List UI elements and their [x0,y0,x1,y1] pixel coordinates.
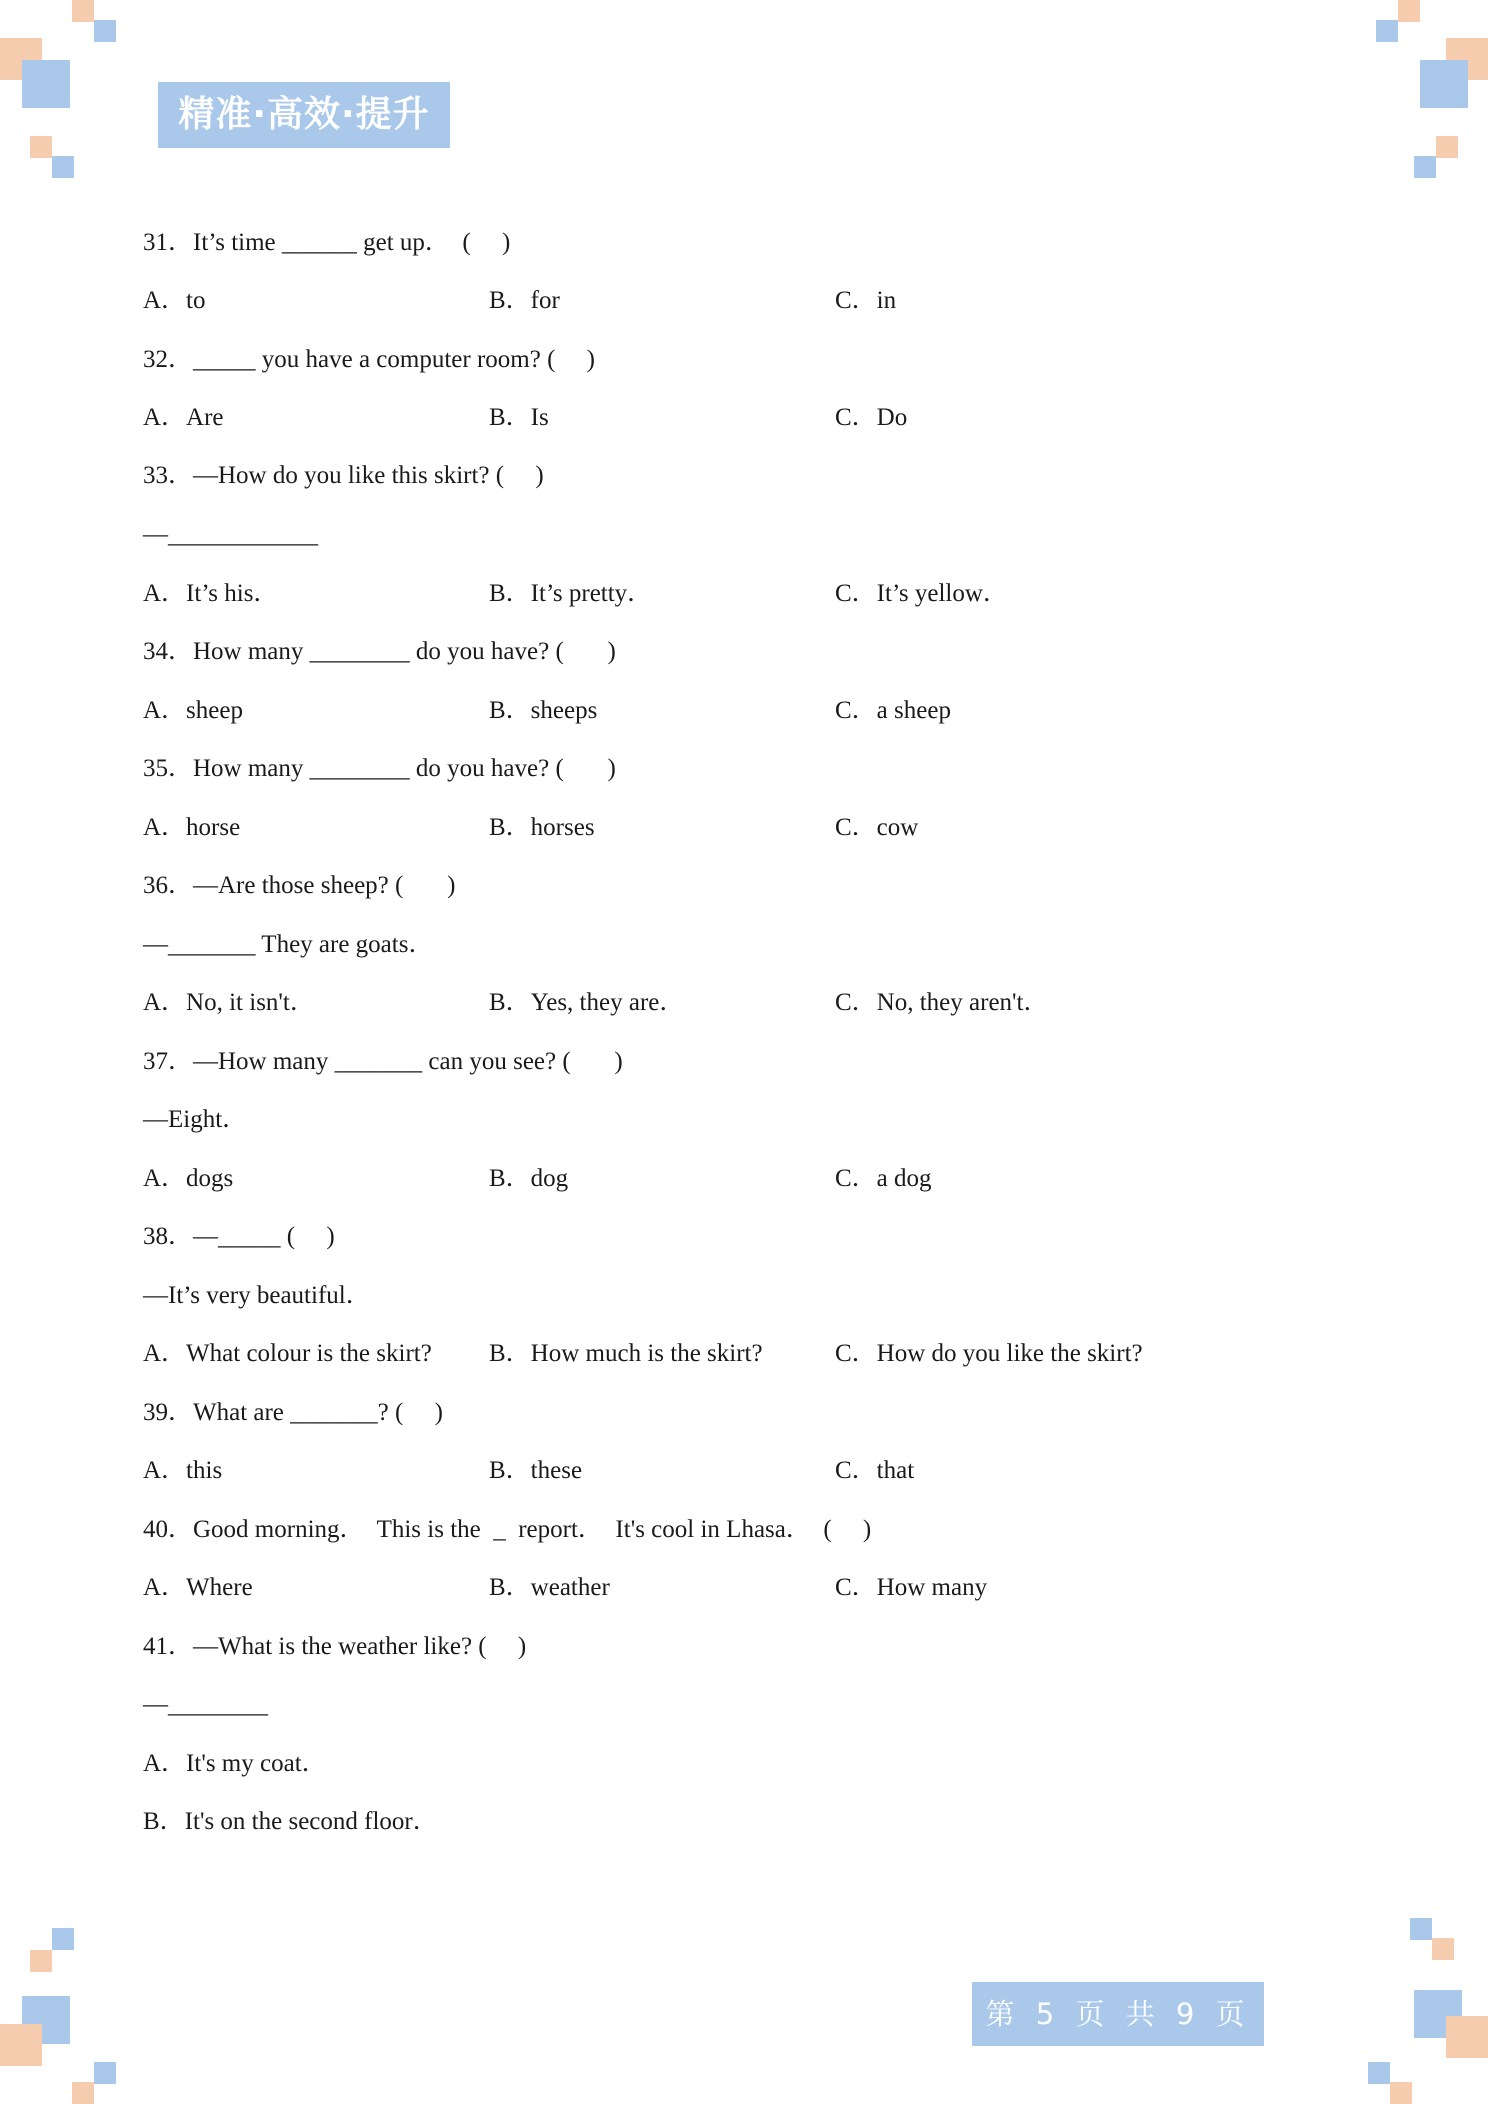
question-36-option-a: A．No, it isn't． [143,989,315,1016]
question-34-stem: 34．How many ________ do you have? ( ) [143,638,616,665]
question-31-stem: 31．It’s time ______ get up． ( ) [143,229,511,256]
question-38-response: —It’s very beautiful． [143,1282,371,1309]
question-32-option-a: A．Are [143,404,224,431]
question-38-option-c: C．How do you like the skirt? [835,1340,1143,1367]
question-34-option-b: B．sheeps [489,697,598,724]
question-39-stem: 39．What are _______? ( ) [143,1399,443,1426]
question-35-stem: 35．How many ________ do you have? ( ) [143,755,616,782]
question-37-option-c: C．a dog [835,1165,932,1192]
question-39-option-c: C．that [835,1457,915,1484]
question-34-option-a: A．sheep [143,697,243,724]
question-36-response: —_______ They are goats． [143,931,434,958]
question-35-option-b: B．horses [489,814,595,841]
question-31-option-a: A．to [143,287,206,314]
question-31-option-c: C．in [835,287,897,314]
question-33-option-a: A．It’s his． [143,580,279,607]
question-38-stem: 38．—_____ ( ) [143,1223,335,1250]
question-32-option-c: C．Do [835,404,908,431]
page-number: 第 5 页 共 9 页 [972,1982,1264,2046]
question-41-response: —________ [143,1691,268,1718]
question-41-option-b: B．It's on the second floor． [143,1808,438,1835]
question-40-stem: 40．Good morning． This is the _ report． It's cool in Lhasa． ( ) [143,1516,872,1543]
question-36-stem: 36．—Are those sheep? ( ) [143,872,456,899]
question-34-option-c: C．a sheep [835,697,951,724]
question-39-option-b: B．these [489,1457,583,1484]
question-33-option-b: B．It’s pretty． [489,580,653,607]
question-32-option-b: B．Is [489,404,549,431]
question-32-stem: 32．_____ you have a computer room? ( ) [143,346,595,373]
question-36-option-c: C．No, they aren't． [835,989,1049,1016]
question-37-response: —Eight． [143,1106,248,1133]
question-40-option-c: C．How many [835,1574,988,1601]
question-31-option-b: B．for [489,287,560,314]
question-39-option-a: A．this [143,1457,223,1484]
question-37-option-a: A．dogs [143,1165,234,1192]
question-41-option-a: A．It's my coat． [143,1750,327,1777]
question-37-option-b: B．dog [489,1165,569,1192]
question-38-option-b: B．How much is the skirt? [489,1340,763,1367]
header-banner: 精准·高效·提升 [158,82,450,148]
question-33-stem: 33．—How do you like this skirt? ( ) [143,462,544,489]
question-33-option-c: C．It’s yellow． [835,580,1008,607]
question-40-option-b: B．weather [489,1574,610,1601]
question-41-stem: 41．—What is the weather like? ( ) [143,1633,527,1660]
question-33-response: —____________ [143,521,318,548]
question-40-option-a: A．Where [143,1574,253,1601]
question-38-option-a: A．What colour is the skirt? [143,1340,432,1367]
question-35-option-a: A．horse [143,814,241,841]
question-36-option-b: B．Yes, they are． [489,989,685,1016]
question-35-option-c: C．cow [835,814,919,841]
question-37-stem: 37．—How many _______ can you see? ( ) [143,1048,623,1075]
